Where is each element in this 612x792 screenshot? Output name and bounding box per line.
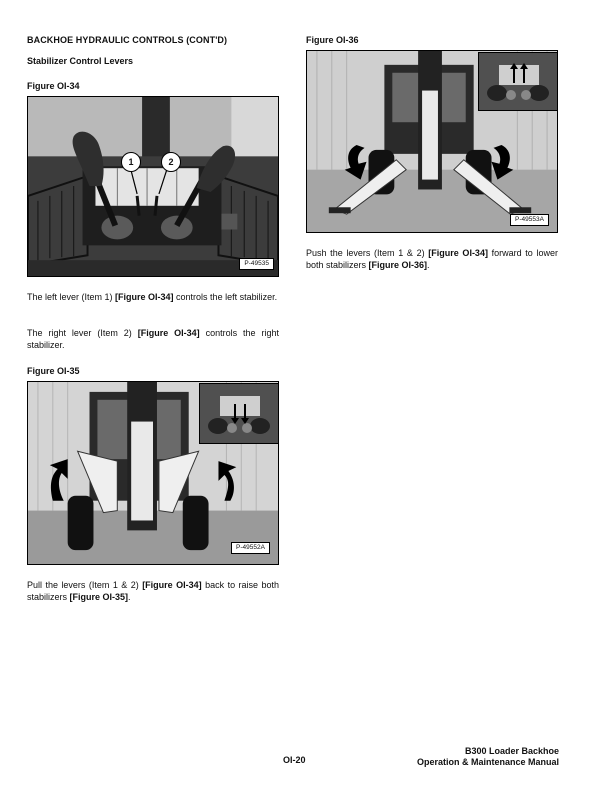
- figure-oi34-label: Figure OI-34: [27, 81, 80, 91]
- figure-ref: [Figure OI-36]: [368, 259, 428, 270]
- lever-inset-illustration: [479, 53, 558, 110]
- page-number: OI-20: [283, 755, 306, 765]
- paragraph-left-lever: The left lever (Item 1) [Figure OI-34] controls the left stabilizer.: [27, 292, 278, 302]
- photo-id-oi36: P-49553A: [510, 214, 549, 226]
- footer-title: [417, 746, 559, 768]
- section-title: BACKHOE HYDRAULIC CONTROLS (CONT'D): [27, 35, 228, 45]
- figure-oi34-photo: [27, 96, 279, 277]
- figure-ref: [Figure OI-35]: [69, 591, 129, 602]
- paragraph-push: Push the levers (Item 1 & 2) [Figure OI-34] forward to lower both stabilizers [Figure OI-36].: [306, 248, 558, 270]
- photo-id-oi35: P-49552A: [231, 542, 270, 554]
- footer-manual: Operation & Maintenance Manual: [416, 757, 559, 767]
- callout-2: 2: [161, 152, 181, 172]
- figure-oi36-photo: [306, 50, 558, 233]
- footer-model: B300 Loader Backhoe: [464, 746, 559, 756]
- lever-inset: [478, 52, 558, 111]
- figure-ref: [Figure OI-34]: [115, 292, 174, 302]
- photo-id-oi34: P-49535: [239, 258, 274, 270]
- figure-ref: [Figure OI-34]: [428, 248, 488, 258]
- callout-1: 1: [121, 152, 141, 172]
- lever-inset: [199, 383, 279, 444]
- figure-ref: [Figure OI-34]: [137, 328, 200, 338]
- figure-oi35-label: Figure OI-35: [27, 366, 80, 376]
- paragraph-right-lever: The right lever (Item 2) [Figure OI-34] controls the right stabilizer.: [27, 328, 279, 350]
- control-levers-illustration: [28, 97, 278, 276]
- figure-oi36-label: Figure OI-36: [306, 35, 359, 45]
- lever-inset-illustration: [200, 384, 279, 443]
- figure-oi35-photo: [27, 381, 279, 565]
- paragraph-pull: Pull the levers (Item 1 & 2) [Figure OI-34] back to raise both stabilizers [Figure OI-35].: [27, 580, 279, 602]
- subsection-title: Stabilizer Control Levers: [27, 56, 134, 66]
- figure-ref: [Figure OI-34]: [142, 580, 202, 590]
